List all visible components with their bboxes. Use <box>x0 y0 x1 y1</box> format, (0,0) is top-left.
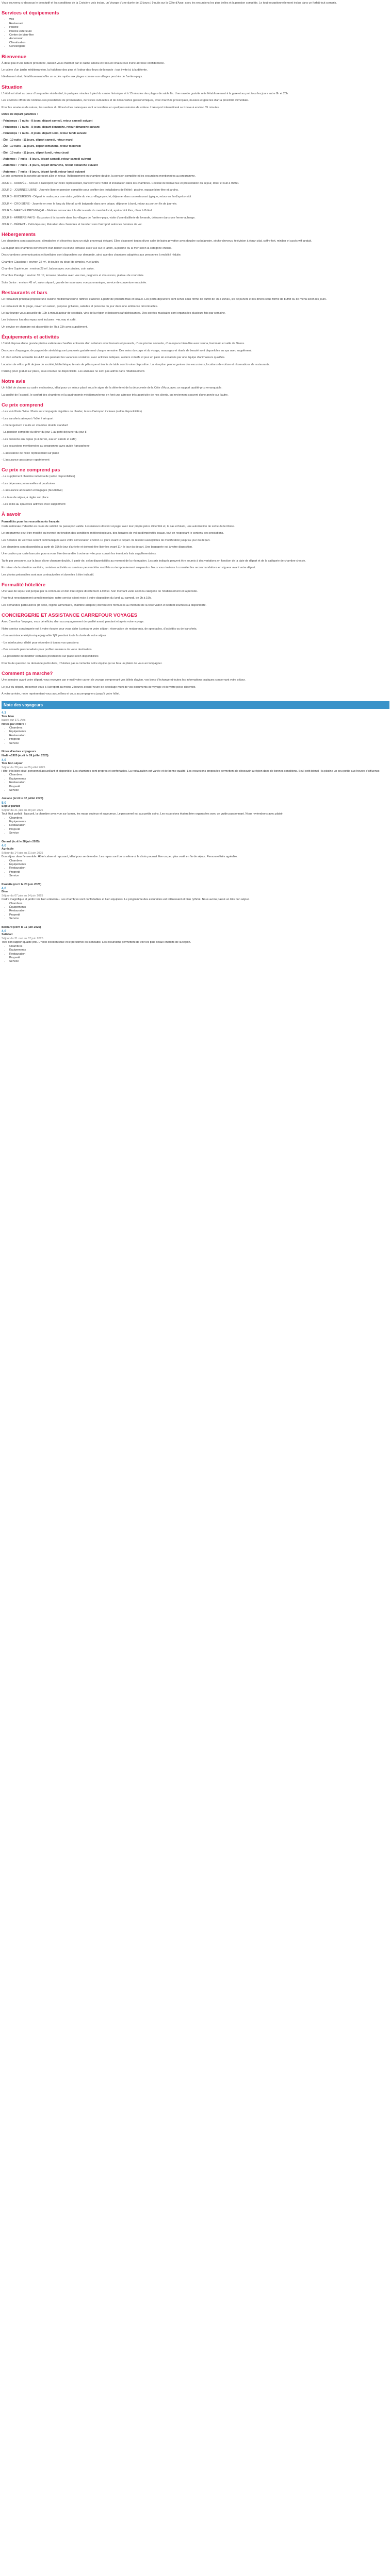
a_savoir-paragraph: Les photos présentées sont non contractuelles et données à titre indicatif. <box>2 573 94 577</box>
review-date: Séjour du 14 juin au 21 juin 2025 <box>2 851 43 855</box>
review-criteria-item: • Service <box>9 874 389 878</box>
situation-paragraph: Pour les amateurs de nature, les sentiers du littoral et les calanques sont accessibles en quelques minutes de voiture. L'aéroport international se trouve à environ 35 minutes. <box>2 106 220 109</box>
review-criteria-list <box>2 773 389 792</box>
restaurants-paragraph: Le bar lounge vous accueille de 10h à minuit autour de cocktails, vins de la région et boissons rafraîchissantes. Des soirées musicales sont organisées plusieurs fois par semaine. <box>2 312 226 315</box>
departure-row: - Été : 10 nuits - 11 jours, départ lundi, retour jeudi <box>2 151 70 155</box>
review-count: basée sur 371 Avis <box>2 719 26 722</box>
conciergerie-paragraph: - Une assistance téléphonique joignable 7j/7 pendant toute la durée de votre séjour <box>2 634 106 638</box>
review-criteria-item: • Chambres <box>9 859 389 863</box>
conciergerie-paragraph: - Des conseils personnalisés pour profiter au mieux de votre destination <box>2 648 92 651</box>
review-criteria-item: • Équipements <box>9 820 389 824</box>
conciergerie-paragraph: Notre service conciergerie est à votre écoute pour vous aider à préparer votre séjour : réservation de restaurants, de spectacles, d'activités ou de transferts. <box>2 627 198 631</box>
review-heading: Bien <box>2 890 8 894</box>
service-item: • Piscine <box>9 26 389 29</box>
overall-score-value: 4,3 <box>2 711 7 715</box>
situation-note: Le prix comprend la navette aéroport aller et retour, l'hébergement en chambre double, la pension complète et les excursions mentionnées au programme. <box>2 175 196 178</box>
hebergements-title: Hébergements <box>2 232 36 238</box>
a_savoir-title: À savoir <box>2 512 21 518</box>
formalites-paragraph: Pour tout renseignement complémentaire, notre service client reste à votre disposition du lundi au samedi, de 9h à 19h. <box>2 597 152 600</box>
departure-row: - Printemps : 7 nuits - 8 jours, départ samedi, retour samedi suivant <box>2 119 93 123</box>
review-criteria-item: • Restauration <box>9 824 389 827</box>
review-criteria-item: • Service <box>9 832 389 835</box>
conciergerie-paragraph: Avec Carrefour Voyages, vous bénéficiez d'un accompagnement de qualité avant, pendant et après votre voyage. <box>2 620 144 624</box>
programme-day: JOUR 1 - ARRIVÉE - Accueil à l'aéroport par notre représentant, transfert vers l'hôtel et installation dans les chambres. Cocktail de bienvenue et présentation du séjour, dîner et nuit à l'hôtel. <box>2 181 239 185</box>
departure-row: - Été : 10 nuits - 11 jours, départ samedi, retour mardi <box>2 138 74 142</box>
ce_prix_ne_comprend_pas-paragraph: - Les dépenses personnelles et pourboires <box>2 482 55 485</box>
ce_prix_ne_comprend_pas-paragraph: - Les soins au spa et les activités avec supplément <box>2 503 66 506</box>
review-author: Josiane (écrit le 02 juillet 2025) <box>2 797 43 801</box>
comment-title: Comment ça marche? <box>2 671 53 677</box>
hebergements-paragraph: Des chambres communicantes et familiales sont disponibles sur demande, ainsi que des chambres adaptées aux personnes à mobilité réduite. <box>2 253 182 257</box>
formalites-paragraph: Les demandes particulières (lit bébé, régime alimentaire, chambre adaptée) doivent être formulées au moment de la réservation et restent soumises à disponibilité. <box>2 603 207 607</box>
review-score: 4,0 <box>2 758 7 762</box>
review-heading: Agréable <box>2 848 14 851</box>
review-author: Bernard (écrit le 11 juin 2025) <box>2 925 41 929</box>
criteria-list <box>2 726 389 745</box>
review-criteria-item: • Restauration <box>9 953 389 956</box>
service-item: • Restaurant <box>9 22 389 26</box>
hebergements-paragraph: Les chambres sont spacieuses, climatisées et décorées dans un style provençal élégant. Elles disposent toutes d'une salle de bains privative avec douche ou baignoire, sèche-cheveux, télévision à écran plat, coffre-fort, minibar et accès wifi gratuit. <box>2 240 312 243</box>
a_savoir-paragraph: Carte nationale d'identité en cours de validité ou passeport valide. Les mineurs doivent voyager avec leur propre pièce d'identité et, le cas échéant, une autorisation de sortie du territoire. <box>2 524 235 528</box>
conciergerie-title: CONCIERGERIE ET ASSISTANCE CARREFOUR VOYAGES <box>2 613 138 619</box>
review-criteria-list <box>2 902 389 921</box>
equipements-paragraph: L'hôtel dispose d'une grande piscine extérieure chauffée entourée d'un solarium avec transats et parasols, d'une piscine couverte, d'un espace bien-être avec sauna, hammam et salle de fitness. <box>2 342 245 346</box>
ce_prix_comprend-paragraph: - Les excursions mentionnées au programme avec guide francophone <box>2 445 90 448</box>
review-criteria-item: • Propreté <box>9 956 389 960</box>
criteria-item: • Équipements <box>9 730 389 734</box>
bienvenue-paragraph: Idéalement situé, l'établissement offre un accès rapide aux plages comme aux villages perchés de l'arrière-pays. <box>2 75 143 79</box>
review-text: Bon séjour dans l'ensemble. Hôtel calme et reposant, idéal pour se détendre. Les repas sont bons même si le choix pourrait être un peu plus varié en fin de séjour. Personnel très agréable. <box>2 855 238 859</box>
conciergerie-paragraph: - Un interlocuteur dédié pour répondre à toutes vos questions <box>2 641 79 645</box>
restaurants-paragraph: Les boissons lors des repas sont incluses : vin, eau et café. <box>2 318 76 322</box>
a_savoir-paragraph: Une caution par carte bancaire pourra vous être demandée à votre arrivée pour couvrir les éventuels frais supplémentaires. <box>2 552 157 556</box>
conciergerie-paragraph: - La possibilité de modifier certaines prestations sur place selon disponibilités <box>2 655 99 658</box>
a_savoir-paragraph: Les chambres sont disponibles à partir de 15h le jour d'arrivée et doivent être libérées avant 11h le jour du départ. Une bagagerie est à votre disposition. <box>2 546 193 549</box>
departure-row: - Automne : 7 nuits - 8 jours, départ lundi, retour lundi suivant <box>2 170 85 174</box>
ce_prix_comprend-paragraph: - Les vols Paris / Nice / Paris sur compagnie régulière ou charter, taxes d'aéroport incluses (selon disponibilités) <box>2 410 142 414</box>
ce_prix_comprend-paragraph: - Les boissons aux repas (1/4 de vin, eau en carafe et café) <box>2 437 76 441</box>
service-item: • Centre de bien-être <box>9 33 389 37</box>
conciergerie-paragraph: Pour toute question ou demande particulière, n'hésitez pas à contacter notre équipe qui se fera un plaisir de vous accompagner. <box>2 662 162 665</box>
services-title: Services et équipements <box>2 10 59 16</box>
review-date: Séjour du 31 mai au 07 juin 2025 <box>2 937 43 940</box>
ce_prix_comprend-paragraph: - L'assistance de notre représentant sur place <box>2 451 59 455</box>
review-author: Gerard (écrit le 28 juin 2025) <box>2 840 40 843</box>
ce_prix_comprend-title: Ce prix comprend <box>2 402 43 409</box>
review-date: Séjour du 28 juin au 05 juillet 2025 <box>2 766 45 769</box>
departure-row: - Automne : 7 nuits - 8 jours, départ samedi, retour samedi suivant <box>2 157 91 161</box>
review-criteria-item: • Chambres <box>9 817 389 820</box>
service-item: • Wifi <box>9 18 389 22</box>
review-score: 4,0 <box>2 843 7 848</box>
review-criteria-item: • Chambres <box>9 945 389 948</box>
programme-day: JOUR 2 - JOURNÉE LIBRE - Journée libre en pension complète pour profiter des installations de l'hôtel : piscine, espace bien-être et jardins. <box>2 188 179 192</box>
bienvenue-paragraph: À deux pas d'une nature préservée, laissez-vous charmer par le calme absolu et l'accueil chaleureux d'une adresse confidentielle. <box>2 61 165 65</box>
situation-title: Situation <box>2 84 23 90</box>
review-criteria-item: • Restauration <box>9 867 389 870</box>
formalites-paragraph: Une taxe de séjour est perçue par la commune et doit être réglée directement à l'hôtel. Son montant varie selon la catégorie de l'établissement et la période. <box>2 590 198 594</box>
comment-paragraph: À votre arrivée, notre représentant vous accueillera et vous accompagnera jusqu'à votre hôtel. <box>2 692 120 696</box>
departure-row: - Été : 10 nuits - 11 jours, départ dimanche, retour mercredi <box>2 145 82 148</box>
notre_avis-paragraph: Un hôtel de charme au cadre enchanteur, idéal pour un séjour placé sous le signe de la détente et de la découverte de la Côte d'Azur, avec un rapport qualité-prix remarquable. <box>2 386 222 390</box>
hebergements-paragraph: Chambre Classique : environ 22 m², lit double ou deux lits simples, vue jardin. <box>2 260 100 264</box>
criteria-item: • Propreté <box>9 738 389 741</box>
review-criteria-item: • Propreté <box>9 871 389 874</box>
review-text: Hôtel très bien situé, personnel accueillant et disponible. Les chambres sont propres et confortables. La restauration est variée et de bonne qualité. Les excursions proposées permettent de découvrir la région dans de bonnes conditions. Seul petit bémol : la piscine un peu petite aux heures d'affluence. <box>2 770 381 773</box>
comment-paragraph: Une semaine avant votre départ, vous recevrez par e-mail votre carnet de voyage comprenant vos billets d'avion, vos bons d'échange et toutes les informations pratiques concernant votre séjour. <box>2 679 246 682</box>
review-criteria-item: • Restauration <box>9 909 389 913</box>
review-criteria-list <box>2 859 389 878</box>
equipements-title: Équipements et activités <box>2 334 59 341</box>
equipements-paragraph: Location de vélos, prêt de jeux de société, bibliothèque, terrain de pétanque et tennis de table sont à votre disposition. La réception peut organiser des excursions, locations de voiture et réservations de restaurants. <box>2 363 270 366</box>
review-author: Paulette (écrit le 20 juin 2025) <box>2 883 42 886</box>
hebergements-paragraph: La plupart des chambres bénéficient d'un balcon ou d'une terrasse avec vue sur le jardin, la piscine ou la mer selon la catégorie choisie. <box>2 246 172 250</box>
review-criteria-list <box>2 945 389 964</box>
criteria-label: Notes par critère : <box>2 722 26 726</box>
bienvenue-paragraph: Le calme d'un jardin méditerranéen, la fraîcheur des pins et l'odeur des fleurs de lavande : tout invite ici à la détente. <box>2 69 148 72</box>
restaurants-paragraph: Un service en chambre est disponible de 7h à 23h avec supplément. <box>2 325 88 329</box>
a-savoir-subtitle: Formalités pour les ressortissants français <box>2 520 60 524</box>
review-author: Nadine1920 (écrit le 09 juillet 2025) <box>2 754 48 758</box>
review-criteria-item: • Chambres <box>9 773 389 777</box>
review-criteria-item: • Chambres <box>9 902 389 906</box>
departure-row: - Printemps : 7 nuits - 8 jours, départ lundi, retour lundi suivant <box>2 132 87 135</box>
ce_prix_ne_comprend_pas-paragraph: - L'assurance annulation et bagages (facultative) <box>2 489 63 493</box>
review-criteria-list <box>2 817 389 836</box>
review-item <box>2 797 389 835</box>
review-score: 5,0 <box>2 801 7 805</box>
review-heading: Très bon séjour <box>2 762 23 766</box>
review-criteria-item: • Équipements <box>9 948 389 952</box>
hebergements-paragraph: Chambre Supérieure : environ 28 m², balcon avec vue piscine, coin salon. <box>2 267 95 271</box>
review-criteria-item: • Propreté <box>9 785 389 789</box>
hebergements-paragraph: Suite Junior : environ 45 m², salon séparé, grande terrasse avec vue panoramique, service de couverture en soirée. <box>2 281 147 284</box>
review-item <box>2 840 389 878</box>
review-text: Très bon rapport qualité-prix. L'hôtel est bien situé et le personnel est serviable. Les excursions permettent de voir les plus beaux endroits de la région. <box>2 941 191 944</box>
review-item <box>2 926 389 964</box>
ce_prix_ne_comprend_pas-paragraph: - La taxe de séjour, à régler sur place <box>2 496 48 499</box>
review-criteria-item: • Propreté <box>9 828 389 832</box>
a_savoir-paragraph: Le programme peut être modifié ou inversé en fonction des conditions météorologiques, des horaires de vol ou d'impératifs locaux, tout en respectant le contenu des prestations. <box>2 532 224 535</box>
restaurants-title: Restaurants et bars <box>2 290 47 296</box>
review-criteria-item: • Équipements <box>9 863 389 867</box>
review-criteria-item: • Équipements <box>9 906 389 909</box>
formalites-title: Formalité hôtelière <box>2 582 45 588</box>
ce_prix_comprend-paragraph: - L'assurance assistance rapatriement <box>2 458 50 462</box>
review-criteria-item: • Service <box>9 789 389 792</box>
programme-day: JOUR 7 - DÉPART - Petit-déjeuner, libération des chambres et transfert vers l'aéroport selon les horaires de vol. <box>2 223 142 226</box>
situation-paragraph: L'hôtel est situé au cœur d'un quartier résidentiel, à quelques minutes à pied du centre historique et à 15 minutes des plages de sable fin. Une navette gratuite relie l'établissement à la gare et au port tous les jours entre 8h et 20h. <box>2 92 289 95</box>
equipements-paragraph: Parking privé gratuit sur place, sous réserve de disponibilité. Les animaux ne sont pas admis dans l'établissement. <box>2 369 145 373</box>
review-heading: Satisfait <box>2 933 13 937</box>
criteria-item: • Restauration <box>9 734 389 738</box>
page <box>0 0 391 964</box>
review-item <box>2 883 389 921</box>
service-item: • Conciergerie <box>9 45 389 48</box>
review-text: Cadre magnifique et jardin très bien entretenu. Les chambres sont confortables et bien équipées. Le programme des excursions est intéressant et bien rythmé. Nous avons passé un très bon séjour. <box>2 898 250 902</box>
departure-dates-title: Dates de départ garanties : <box>2 113 38 116</box>
a_savoir-paragraph: Les horaires de vol vous seront communiqués avec votre convocation environ 10 jours avant le départ. Ils restent susceptibles de modification jusqu'au jour du départ. <box>2 538 210 542</box>
review-item <box>2 754 389 792</box>
service-item: • Climatisation <box>9 41 389 45</box>
review-heading: Séjour parfait <box>2 805 20 808</box>
services-list <box>2 18 389 48</box>
equipements-paragraph: Un club enfants accueille les 4-12 ans pendant les vacances scolaires, avec activités ludiques, ateliers créatifs et jeux en plein air encadrés par une équipe d'animateurs qualifiés. <box>2 356 225 360</box>
equipements-paragraph: Des cours d'aquagym, de yoga et de stretching sont proposés gratuitement chaque semaine. Des soins du corps et du visage, massages et rituels de beauté sont disponibles au spa avec supplément. <box>2 349 252 352</box>
ce_prix_ne_comprend_pas-paragraph: - Le supplément chambre individuelle (selon disponibilités) <box>2 475 75 479</box>
ce_prix_ne_comprend_pas-title: Ce prix ne comprend pas <box>2 467 60 473</box>
review-date: Séjour du 21 juin au 28 juin 2025 <box>2 808 43 812</box>
notre_avis-title: Notre avis <box>2 379 25 385</box>
reviews-subtitle: Notes d'autres voyageurs <box>2 750 37 753</box>
review-criteria-item: • Service <box>9 960 389 963</box>
hebergements-paragraph: Chambre Prestige : environ 35 m², terrasse privative avec vue mer, peignoirs et chaussons, plateau de courtoisie. <box>2 274 144 278</box>
a_savoir-paragraph: Tarifs par personne, sur la base d'une chambre double, à partir de, selon disponibilités au moment de la réservation. Les prix indiqués peuvent être soumis à des variations en fonction de la date de départ et de la catégorie de chambre choisie. <box>2 559 306 563</box>
a_savoir-paragraph: En raison de la situation sanitaire, certaines activités ou services peuvent être modifiés ou temporairement suspendus. Nous vous invitons à consulter les recommandations en vigueur avant votre départ. <box>2 566 256 570</box>
intro-text: Vous trouverez ci-dessous le descriptif et les conditions de la Croisière vols inclus, un Voyage d'une durée de 10 jours / 9 nuits sur la Côte d'Azur, avec les excursions les plus belles et la pension complète. Le tout exceptionnellement inclus dans un forfait tout compris. <box>2 2 337 5</box>
bienvenue-title: Bienvenue <box>2 54 27 60</box>
ce_prix_comprend-paragraph: - La pension complète du dîner du jour 1 au petit-déjeuner du jour 8 <box>2 431 87 434</box>
notre_avis-paragraph: La qualité de l'accueil, le confort des chambres et la gastronomie méditerranéenne en font une adresse très appréciée de nos clients, qui reviennent souvent d'une année sur l'autre. <box>2 393 229 397</box>
service-item: • Ascenseur <box>9 37 389 41</box>
programme-day: JOUR 4 - CROISIÈRE - Journée en mer le long du littoral, arrêt baignade dans une crique, déjeuner à bord, retour au port en fin de journée. <box>2 202 177 206</box>
departure-row: - Printemps : 7 nuits - 8 jours, départ dimanche, retour dimanche suivant <box>2 125 100 129</box>
ce_prix_comprend-paragraph: - Les transferts aéroport / hôtel / aéroport <box>2 417 54 420</box>
overall-score-label: Très bien <box>2 715 14 718</box>
restaurants-paragraph: Le restaurant principal propose une cuisine méditerranéenne raffinée élaborée à partir de produits frais et locaux. Les petits-déjeuners sont servis sous forme de buffet de 7h à 10h30, les déjeuners et les dîners sous forme de buffet ou de menu selon les jours. <box>2 298 327 301</box>
criteria-item: • Chambres <box>9 726 389 730</box>
review-criteria-item: • Service <box>9 917 389 921</box>
programme-day: JOUR 6 - ARRIÈRE-PAYS - Excursion à la journée dans les villages de l'arrière-pays, visite d'une distillerie de lavande, déjeuner dans une ferme-auberge. <box>2 216 196 219</box>
restaurants-paragraph: Le restaurant de la plage, ouvert en saison, propose grillades, salades et poissons du jour dans une ambiance décontractée. <box>2 304 158 308</box>
situation-paragraph: Les environs offrent de nombreuses possibilités de promenades, de visites culturelles et de découvertes gastronomiques, avec marchés provençaux, musées et galeries d'art à proximité immédiate. <box>2 99 249 103</box>
overall-score <box>2 711 389 745</box>
review-score: 4,0 <box>2 887 7 890</box>
review-criteria-item: • Restauration <box>9 781 389 785</box>
ce_prix_comprend-paragraph: - L'hébergement 7 nuits en chambre double standard <box>2 423 69 427</box>
review-date: Séjour du 07 juin au 14 juin 2025 <box>2 894 43 897</box>
service-item: • Piscine extérieure <box>9 30 389 33</box>
review-score: 4,0 <box>2 929 7 934</box>
reviews-title: Note des voyageurs <box>2 701 389 709</box>
criteria-item: • Service <box>9 742 389 745</box>
departure-row: - Automne : 7 nuits - 8 jours, départ dimanche, retour dimanche suivant <box>2 164 98 167</box>
review-criteria-item: • Propreté <box>9 913 389 917</box>
programme-day: JOUR 3 - EXCURSION - Départ le matin pour une visite guidée du vieux village perché, déjeuner dans un restaurant typique, retour en fin d'après-midi. <box>2 195 192 199</box>
review-text: Tout était parfait : l'accueil, la chambre avec vue sur la mer, les repas copieux et savoureux. Le personnel est aux petits soins. Les excursions étaient bien organisées avec un guide passionnant. Nous reviendrons avec plaisir. <box>2 812 284 816</box>
review-criteria-item: • Équipements <box>9 777 389 781</box>
programme-day: JOUR 5 - MARCHÉ PROVENÇAL - Matinée consacrée à la découverte du marché local, après-midi libre, dîner à l'hôtel. <box>2 209 153 213</box>
comment-paragraph: Le jour du départ, présentez-vous à l'aéroport au moins 2 heures avant l'heure de décollage muni de vos documents de voyage et de votre pièce d'identité. <box>2 685 197 689</box>
